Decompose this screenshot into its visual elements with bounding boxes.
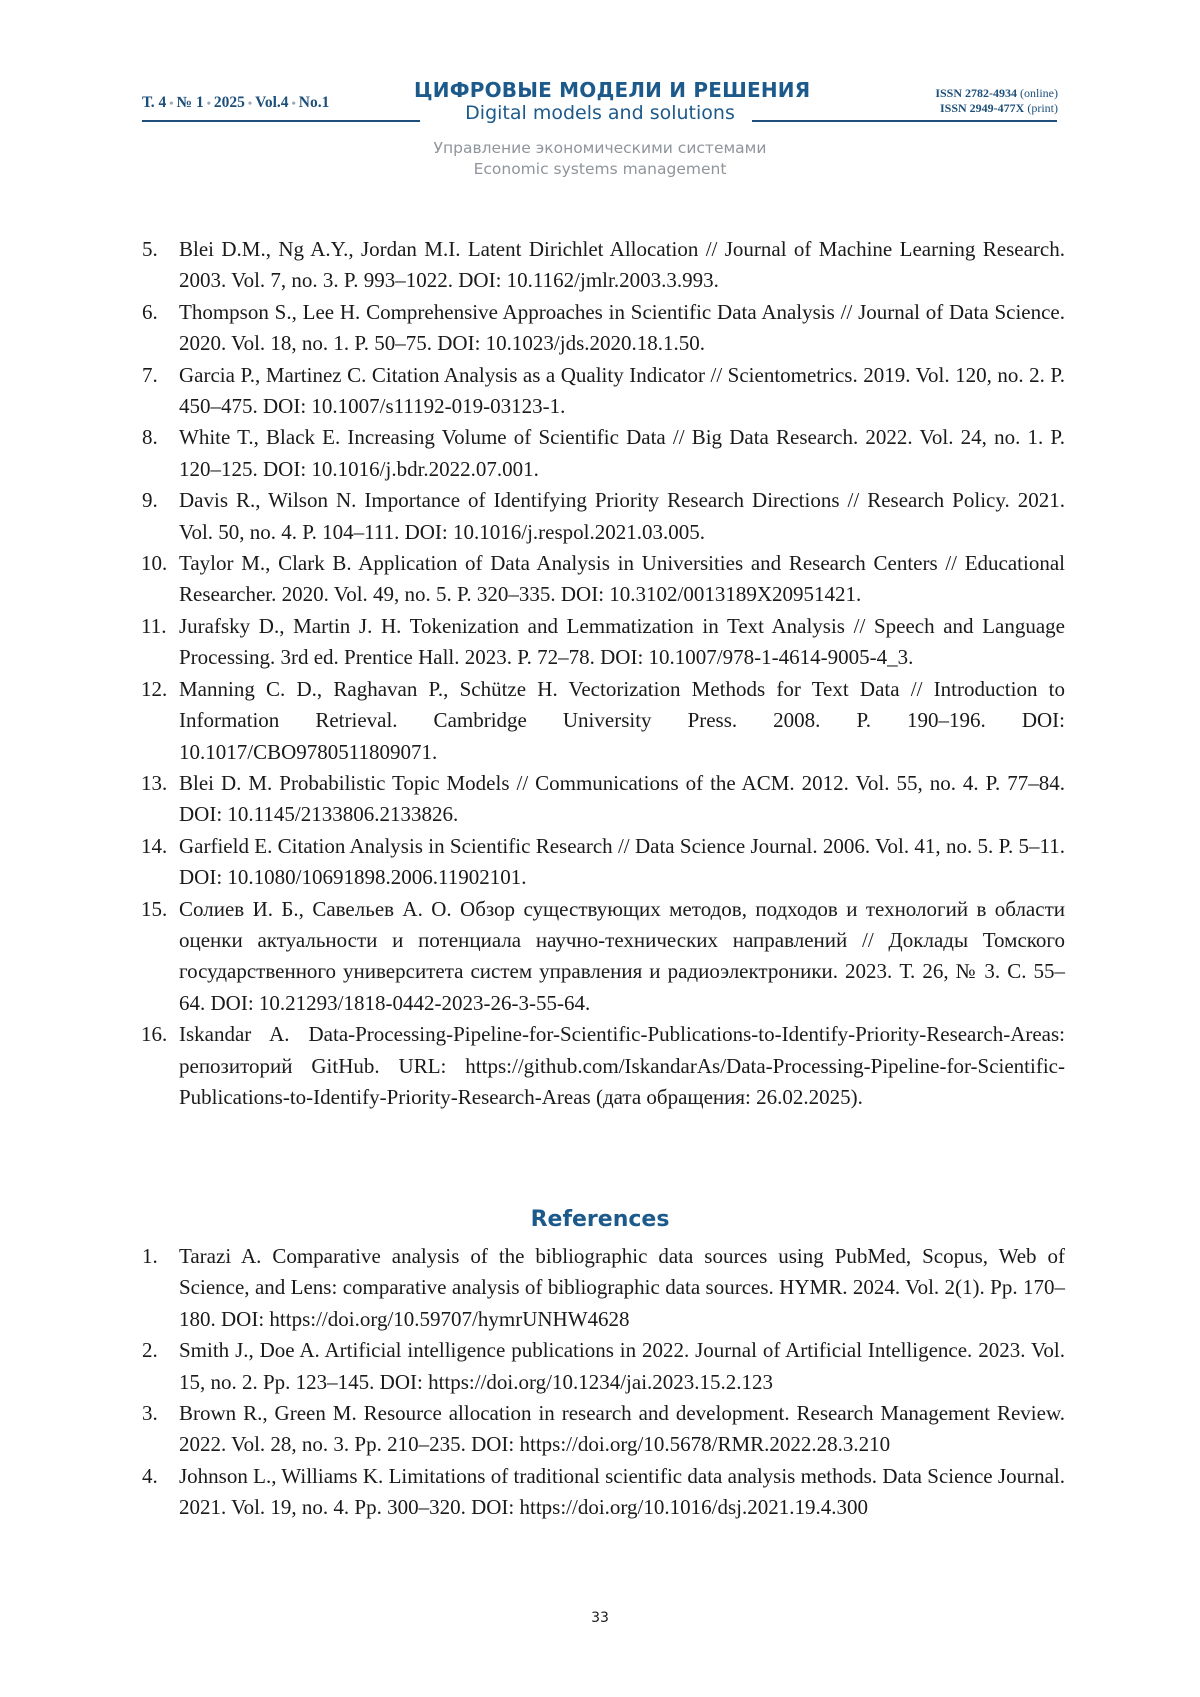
issn-print-suffix: (print) xyxy=(1027,101,1058,115)
issue-ru: № 1 xyxy=(177,94,204,111)
separator-dot: • xyxy=(245,96,255,110)
reference-number: 12. xyxy=(141,674,167,705)
reference-number: 7. xyxy=(142,360,158,391)
issn-print xyxy=(912,101,1058,116)
reference-text: Garcia P., Martinez C. Citation Analysis as a Quality Indicator // Scientometrics. 2019. Vol. 120, no. 2. P. 450–475. DOI: 10.1007/s11192-019-03123-1. xyxy=(179,363,1065,418)
reference-text: Manning C. D., Raghavan P., Schütze H. Vectorization Methods for Text Data // Introduction to Information Retrieval. Cambridge University Press. 2008. P. 190–196. DOI: 10.1017/CBO9780511809071. xyxy=(179,677,1065,764)
journal-title xyxy=(414,78,786,124)
references-heading: References xyxy=(0,1207,1200,1232)
reference-number: 3. xyxy=(142,1398,158,1429)
issn-print-number: ISSN 2949-477X xyxy=(940,101,1024,115)
reference-number: 10. xyxy=(141,548,167,579)
reference-number: 11. xyxy=(141,611,166,642)
page-number: 33 xyxy=(0,1610,1200,1626)
journal-title-ru: ЦИФРОВЫЕ МОДЕЛИ И РЕШЕНИЯ xyxy=(414,78,786,102)
reference-item xyxy=(142,1398,1065,1461)
reference-number: 6. xyxy=(142,297,158,328)
reference-number: 4. xyxy=(142,1461,158,1492)
reference-text: Солиев И. Б., Савельев А. О. Обзор существующих методов, подходов и технологий в области оценки актуальности и потенциала научно-технических направлений // Доклады Томского государственного университета систем управления и радиоэлектроники. 2023. Т. 26, № 3. С. 55–64. DOI: 10.21293/1818-0442-2023-26-3-55-64. xyxy=(179,897,1065,1015)
reference-item xyxy=(142,360,1065,423)
separator-dot: • xyxy=(204,96,214,110)
references-list-en xyxy=(142,1241,1065,1524)
reference-list xyxy=(142,234,1065,1113)
reference-item xyxy=(142,422,1065,485)
reference-text: Blei D. M. Probabilistic Topic Models // Communications of the ACM. 2012. Vol. 55, no. 4. P. 77–84. DOI: 10.1145/2133806.2133826. xyxy=(179,771,1065,826)
reference-number: 14. xyxy=(141,831,167,862)
reference-text: Smith J., Doe A. Artificial intelligence publications in 2022. Journal of Artificial Intelligence. 2023. Vol. 15, no. 2. Pp. 123–145. DOI: https://doi.org/10.1234/jai.2023.15.2.123 xyxy=(179,1338,1065,1393)
journal-title-en: Digital models and solutions xyxy=(414,102,786,124)
reference-item xyxy=(142,768,1065,831)
reference-text: Johnson L., Williams K. Limitations of traditional scientific data analysis methods. Data Science Journal. 2021. Vol. 19, no. 4. Pp. 300–320. DOI: https://doi.org/10.1016/dsj.2021.19.4.300 xyxy=(179,1464,1065,1519)
issn-online-number: ISSN 2782-4934 xyxy=(935,86,1017,100)
header-rule-right xyxy=(752,120,1057,122)
reference-item xyxy=(142,485,1065,548)
reference-text: White T., Black E. Increasing Volume of Scientific Data // Big Data Research. 2022. Vol. 24, no. 1. P. 120–125. DOI: 10.1016/j.bdr.2022.07.001. xyxy=(179,425,1065,480)
reference-item xyxy=(142,297,1065,360)
reference-item xyxy=(142,1241,1065,1335)
separator-dot: • xyxy=(289,96,299,110)
reference-item xyxy=(142,674,1065,768)
volume-en: Vol.4 xyxy=(255,94,288,111)
reference-item xyxy=(142,611,1065,674)
section-title-ru: Управление экономическими системами xyxy=(0,139,1200,157)
reference-item xyxy=(142,234,1065,297)
reference-item xyxy=(142,831,1065,894)
issue-info xyxy=(142,94,329,112)
issue-en: No.1 xyxy=(299,94,330,111)
reference-text: Tarazi A. Comparative analysis of the bibliographic data sources using PubMed, Scopus, Web of Science, and Lens: comparative analysis of bibliographic data sources. HYMR. 2024. Vol. 2(1). Pp. 170–180. DOI: https://doi.org/10.59707/hymrUNHW4628 xyxy=(179,1244,1065,1331)
reference-text: Blei D.M., Ng A.Y., Jordan M.I. Latent Dirichlet Allocation // Journal of Machine Learning Research. 2003. Vol. 7, no. 3. P. 993–1022. DOI: 10.1162/jmlr.2003.3.993. xyxy=(179,237,1065,292)
reference-item xyxy=(142,1019,1065,1113)
separator-dot: • xyxy=(166,96,176,110)
year: 2025 xyxy=(214,94,245,111)
reference-text: Taylor M., Clark B. Application of Data Analysis in Universities and Research Centers // Educational Researcher. 2020. Vol. 49, no. 5. P. 320–335. DOI: 10.3102/0013189X20951421. xyxy=(179,551,1065,606)
reference-number: 8. xyxy=(142,422,158,453)
issn-block xyxy=(912,86,1058,116)
reference-number: 1. xyxy=(142,1241,158,1272)
volume-ru: Т. 4 xyxy=(142,94,166,111)
reference-text: Brown R., Green M. Resource allocation in research and development. Research Management Review. 2022. Vol. 28, no. 3. Pp. 210–235. DOI: https://doi.org/10.5678/RMR.2022.28.3.210 xyxy=(179,1401,1065,1456)
issn-online-suffix: (online) xyxy=(1020,86,1058,100)
section-title-en: Economic systems management xyxy=(0,160,1200,178)
reference-text: Iskandar A. Data-Processing-Pipeline-for-Scientific-Publications-to-Identify-Priority-Research-Areas: репозиторий GitHub. URL: https://github.com/IskandarAs/Data-Processing-Pipeline-for-Scientific-Publications-to-Identify-Priority-Research-Areas (дата обращения: 26.02.2025). xyxy=(179,1022,1065,1109)
reference-number: 9. xyxy=(142,485,158,516)
reference-item xyxy=(142,548,1065,611)
reference-item xyxy=(142,1335,1065,1398)
reference-number: 2. xyxy=(142,1335,158,1366)
issn-online xyxy=(912,86,1058,101)
reference-number: 5. xyxy=(142,234,158,265)
reference-text: Jurafsky D., Martin J. H. Tokenization and Lemmatization in Text Analysis // Speech and Language Processing. 3rd ed. Prentice Hall. 2023. P. 72–78. DOI: 10.1007/978-1-4614-9005-4_3. xyxy=(179,614,1065,669)
reference-number: 15. xyxy=(141,894,167,925)
header-rule-left xyxy=(142,120,420,122)
reference-item xyxy=(142,1461,1065,1524)
reference-number: 13. xyxy=(141,768,167,799)
journal-page xyxy=(0,0,1200,1697)
reference-text: Garfield E. Citation Analysis in Scientific Research // Data Science Journal. 2006. Vol. 41, no. 5. P. 5–11. DOI: 10.1080/10691898.2006.11902101. xyxy=(179,834,1065,889)
reference-text: Thompson S., Lee H. Comprehensive Approaches in Scientific Data Analysis // Journal of Data Science. 2020. Vol. 18, no. 1. P. 50–75. DOI: 10.1023/jds.2020.18.1.50. xyxy=(179,300,1065,355)
reference-number: 16. xyxy=(141,1019,167,1050)
reference-item xyxy=(142,894,1065,1020)
reference-text: Davis R., Wilson N. Importance of Identifying Priority Research Directions // Research Policy. 2021. Vol. 50, no. 4. P. 104–111. DOI: 10.1016/j.respol.2021.03.005. xyxy=(179,488,1065,543)
